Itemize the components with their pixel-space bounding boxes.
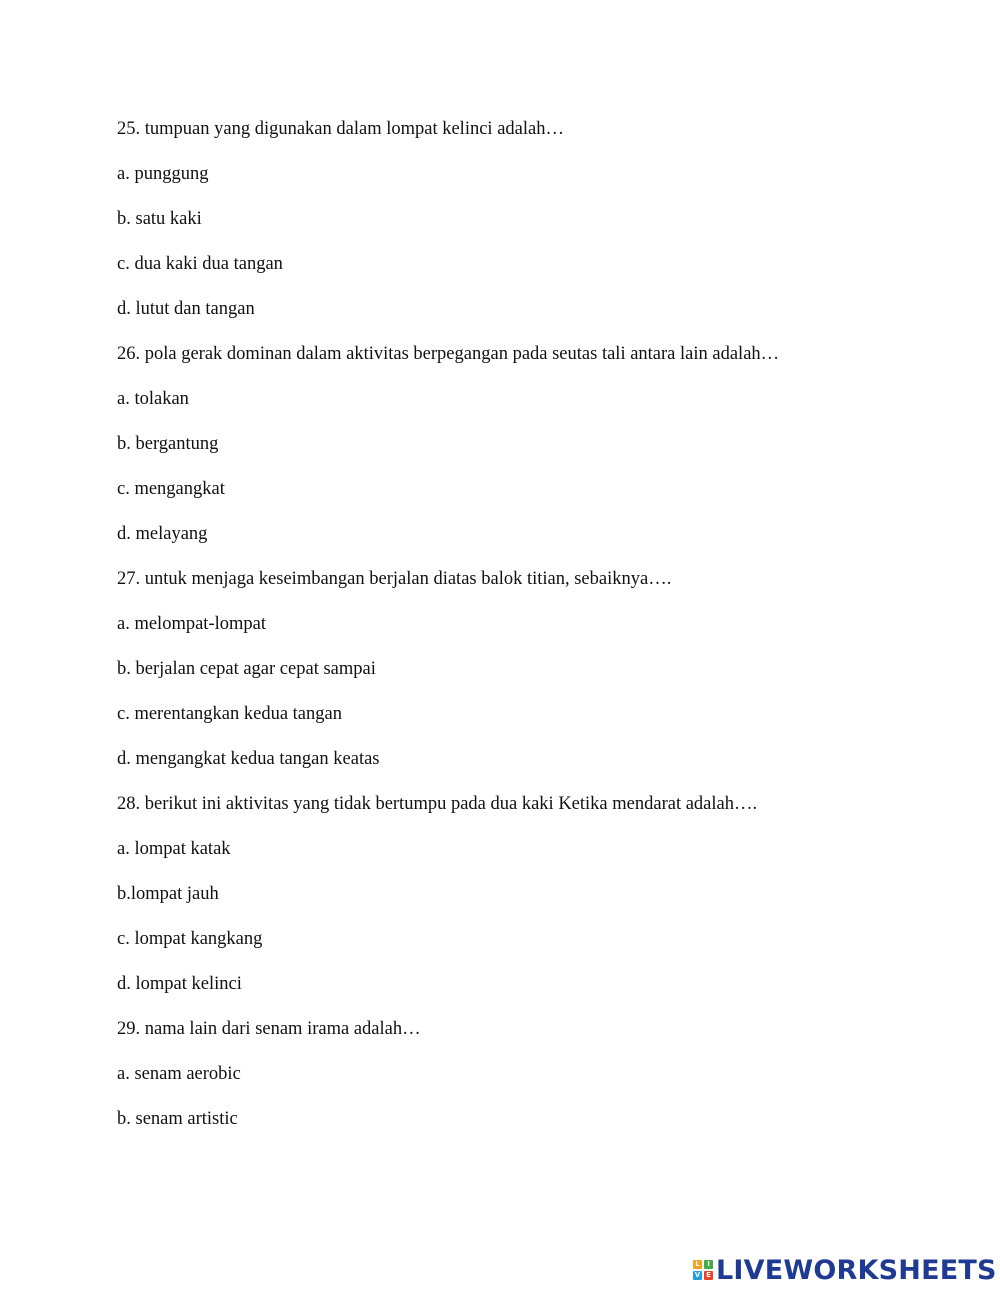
logo-mark-square: V (694, 1271, 701, 1279)
question-27-option-a: a. melompat-lompat (117, 614, 266, 634)
question-25-option-c: c. dua kaki dua tangan (117, 254, 283, 274)
question-28-option-d: d. lompat kelinci (117, 974, 242, 994)
logo-wordmark: LIVEWORKSHEETS (716, 1254, 997, 1286)
question-27-option-b: b. berjalan cepat agar cepat sampai (117, 659, 376, 679)
logo-mark-square: L (693, 1260, 702, 1269)
question-29-option-b: b. senam artistic (117, 1109, 238, 1129)
question-28: 28. berikut ini aktivitas yang tidak bertumpu pada dua kaki Ketika mendarat adalah…. (117, 794, 758, 814)
question-27: 27. untuk menjaga keseimbangan berjalan diatas balok titian, sebaiknya…. (117, 569, 672, 589)
question-29: 29. nama lain dari senam irama adalah… (117, 1019, 421, 1039)
question-26-option-a: a. tolakan (117, 389, 189, 409)
question-27-option-c: c. merentangkan kedua tangan (117, 704, 342, 724)
question-26-option-b: b. bergantung (117, 434, 219, 454)
liveworksheets-logo (693, 1255, 997, 1285)
question-26-option-c: c. mengangkat (117, 479, 225, 499)
logo-mark-square: I (704, 1260, 713, 1269)
question-25-option-b: b. satu kaki (117, 209, 202, 229)
question-25-option-d: d. lutut dan tangan (117, 299, 255, 319)
worksheet-body (117, 118, 937, 1153)
question-26-option-d: d. melayang (117, 524, 208, 544)
question-29-option-a: a. senam aerobic (117, 1064, 241, 1084)
question-28-option-a: a. lompat katak (117, 839, 231, 859)
liveworksheets-logo-icon (693, 1260, 713, 1280)
question-27-option-d: d. mengangkat kedua tangan keatas (117, 749, 380, 769)
question-25-option-a: a. punggung (117, 164, 209, 184)
logo-mark-square: E (704, 1271, 713, 1280)
question-26: 26. pola gerak dominan dalam aktivitas berpegangan pada seutas tali antara lain adalah… (117, 344, 780, 364)
question-28-option-c: c. lompat kangkang (117, 929, 263, 949)
question-25: 25. tumpuan yang digunakan dalam lompat kelinci adalah… (117, 119, 564, 139)
question-28-option-b: b.lompat jauh (117, 884, 219, 904)
